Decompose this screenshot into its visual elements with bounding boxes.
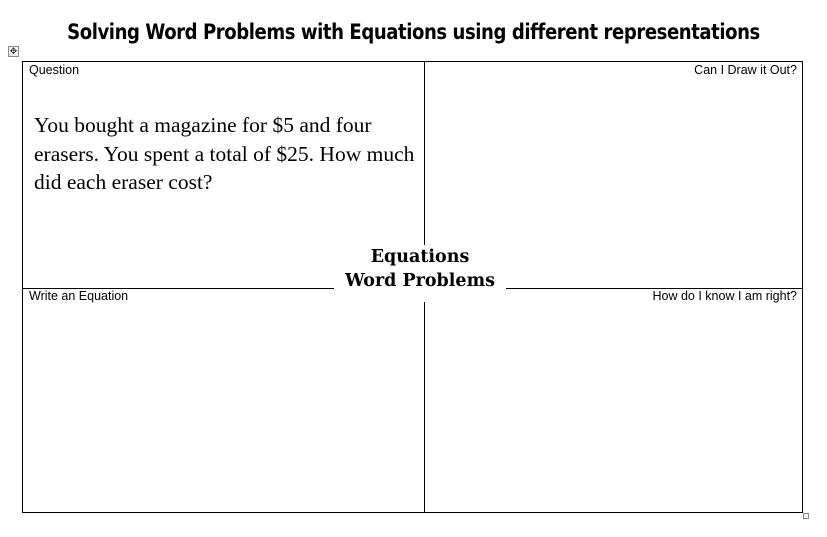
draw-it-out-label: Can I Draw it Out? xyxy=(694,63,797,77)
center-title xyxy=(334,245,506,293)
vertical-divider-top xyxy=(424,61,425,247)
word-problem-text: You bought a magazine for $5 and four erasers. You spent a total of $25. How much did each eraser cost? xyxy=(34,113,415,194)
center-title-line1: Equations xyxy=(370,247,470,267)
vertical-divider-bottom xyxy=(424,302,425,513)
write-equation-label: Write an Equation xyxy=(29,289,129,303)
question-label: Question xyxy=(29,63,80,77)
resize-square-icon[interactable] xyxy=(803,513,809,519)
page-title: Solving Word Problems with Equations using different representations xyxy=(67,20,760,44)
center-title-line2: Word Problems xyxy=(345,271,495,291)
move-arrows-icon[interactable]: ✥ xyxy=(9,46,18,56)
check-answer-label: How do I know I am right? xyxy=(652,289,797,303)
